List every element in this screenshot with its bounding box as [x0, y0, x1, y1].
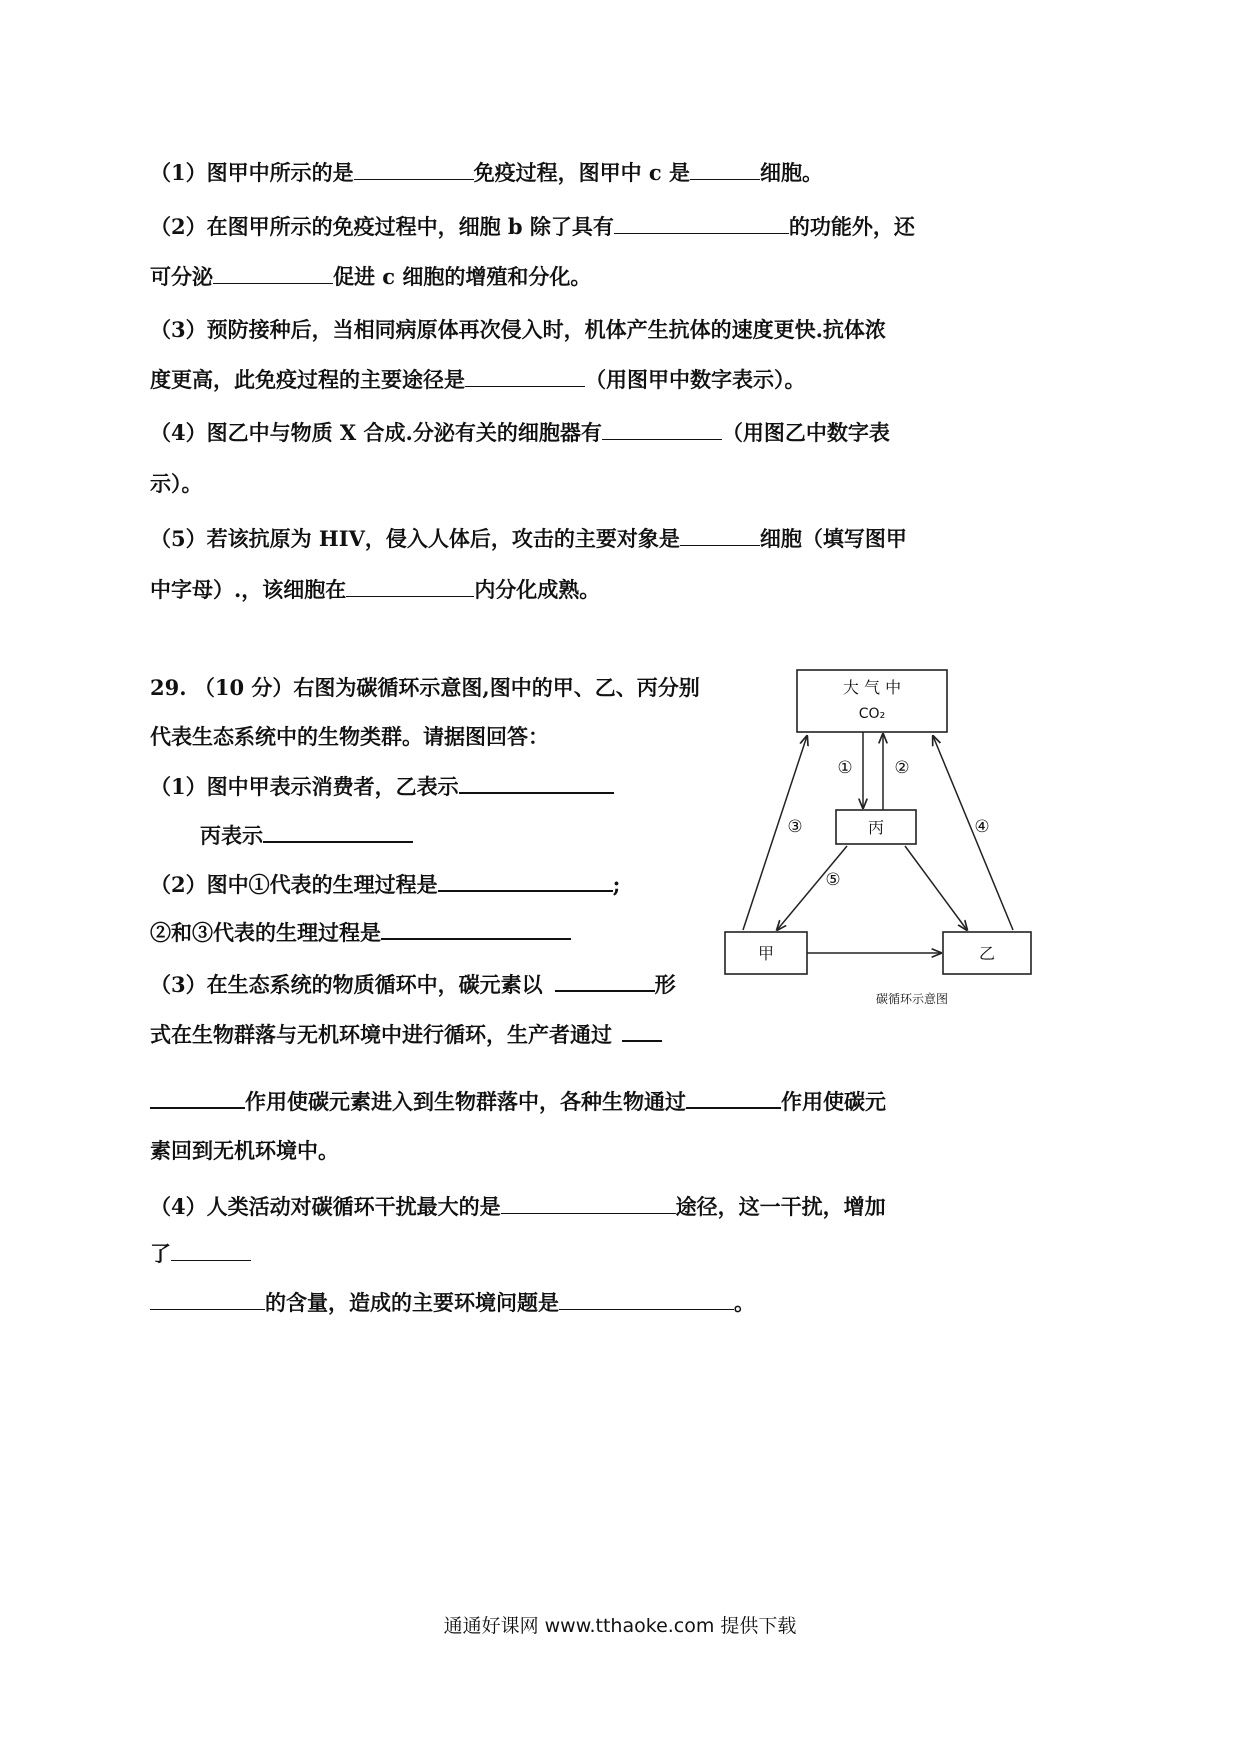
q29-p2c: ②和③代表的生理过程是 [150, 920, 381, 945]
q29-p2a: （2）图中①代表的生理过程是 [150, 872, 438, 897]
q29-p4d: 的含量，造成的主要环境问题是 [265, 1290, 559, 1315]
answer-blank[interactable] [465, 366, 585, 387]
q28-p1a: （1）图甲中所示的是 [150, 160, 354, 185]
answer-blank[interactable] [622, 1020, 662, 1042]
answer-blank[interactable] [171, 1240, 251, 1261]
q28-p4b: （用图乙中数字表 [721, 420, 890, 445]
q29-line-2 [200, 821, 413, 851]
q29-intro-2 [150, 722, 549, 752]
q28-line-5 [150, 365, 806, 395]
q28-p4c: 示）。 [150, 471, 203, 496]
answer-blank[interactable] [555, 970, 655, 992]
q29-line-3 [150, 870, 620, 900]
answer-blank[interactable] [213, 263, 333, 284]
q29-p3d: 作用使碳元素进入到生物群落中，各种生物通过 [245, 1089, 686, 1114]
answer-blank[interactable] [690, 159, 760, 180]
answer-blank[interactable] [438, 870, 613, 892]
carbon-cycle-diagram [715, 660, 1045, 1010]
q28-p3a: （3）预防接种后，当相同病原体再次侵入时，机体产生抗体的速度更快.抗体浓 [150, 317, 886, 342]
q29-line-11 [150, 1288, 755, 1318]
q29-line-9 [150, 1192, 886, 1222]
q28-p3c: （用图甲中数字表示）。 [585, 367, 806, 392]
q29-intro1: 29. （10 分）右图为碳循环示意图,图中的甲、乙、丙分别 [150, 675, 700, 700]
q29-line-6 [150, 1020, 662, 1050]
diagram-caption: 碳循环示意图 [875, 992, 949, 1006]
q28-p2a: （2）在图甲所示的免疫过程中，细胞 b 除了具有 [150, 214, 614, 239]
q28-p4a: （4）图乙中与物质 X 合成.分泌有关的细胞器有 [150, 420, 602, 445]
arrow-1-label: ① [837, 758, 853, 778]
arrow-3-label: ③ [787, 817, 803, 837]
q29-line-1 [150, 772, 614, 802]
answer-blank[interactable] [614, 213, 789, 234]
q29-p3e: 作用使碳元 [781, 1089, 886, 1114]
answer-blank[interactable] [263, 821, 413, 843]
q28-p5d: 内分化成熟。 [474, 577, 601, 602]
yi-label: 乙 [978, 944, 996, 963]
q29-p4c: 了 [150, 1241, 171, 1266]
q29-p3a: （3）在生态系统的物质循环中，碳元素以 [150, 972, 543, 997]
answer-blank[interactable] [354, 159, 474, 180]
q29-intro-1 [150, 673, 700, 703]
answer-blank[interactable] [602, 419, 722, 440]
q28-p2b: 的功能外，还 [788, 214, 915, 239]
jia-label: 甲 [757, 944, 775, 963]
q28-p2c: 可分泌 [150, 264, 213, 289]
q28-line-3 [150, 262, 591, 292]
q28-line-7 [150, 469, 203, 499]
q29-p1b: 丙表示 [200, 823, 263, 848]
q29-p1a: （1）图中甲表示消费者，乙表示 [150, 774, 459, 799]
q29-line-8 [150, 1136, 339, 1166]
q29-p3f: 素回到无机环境中。 [150, 1138, 339, 1163]
answer-blank[interactable] [346, 576, 474, 597]
q29-line-4 [150, 918, 571, 948]
page-footer: 通通好课网 www.tthaoke.com 提供下载 [443, 1615, 797, 1637]
q29-p3c: 式在生物群落与无机环境中进行循环，生产者通过 [150, 1022, 612, 1047]
q28-line-8 [150, 524, 907, 554]
arrow-bing-to-yi [905, 846, 967, 930]
q29-p2b: ; [612, 872, 621, 897]
co2-label: CO₂ [858, 706, 886, 722]
q29-intro2: 代表生态系统中的生物类群。请据图回答： [150, 724, 549, 749]
q28-p5c: 中字母）.，该细胞在 [150, 577, 347, 602]
q28-p3b: 度更高，此免疫过程的主要途径是 [150, 367, 465, 392]
q28-line-4 [150, 315, 886, 345]
atmosphere-label: 大 气 中 [842, 678, 902, 697]
q28-p2d: 促进 c 细胞的增殖和分化。 [333, 264, 592, 289]
answer-blank[interactable] [459, 772, 614, 794]
bing-label: 丙 [867, 818, 885, 837]
arrow-4-label: ④ [974, 817, 990, 837]
q28-p5a: （5）若该抗原为 HIV，侵入人体后，攻击的主要对象是 [150, 526, 680, 551]
arrow-5-label: ⑤ [825, 870, 841, 890]
q29-line-7 [150, 1087, 886, 1117]
q29-p3b: 形 [654, 972, 676, 997]
q28-line-2 [150, 212, 915, 242]
answer-blank[interactable] [680, 525, 760, 546]
answer-blank[interactable] [150, 1289, 265, 1310]
answer-blank[interactable] [559, 1289, 734, 1310]
answer-blank[interactable] [381, 918, 571, 940]
q28-p1b: 免疫过程，图甲中 c 是 [473, 160, 691, 185]
q29-p4a: （4）人类活动对碳循环干扰最大的是 [150, 1194, 501, 1219]
q29-line-10 [150, 1239, 251, 1269]
answer-blank[interactable] [150, 1087, 245, 1109]
q28-p1c: 细胞。 [760, 160, 824, 185]
answer-blank[interactable] [501, 1193, 676, 1214]
arrow-2-label: ② [894, 758, 910, 778]
q28-p5b: 细胞（填写图甲 [759, 526, 907, 551]
q28-line-6 [150, 418, 890, 448]
q28-line-1 [150, 158, 823, 188]
q28-line-9 [150, 575, 600, 605]
answer-blank[interactable] [686, 1087, 781, 1109]
q29-p4e: 。 [734, 1290, 755, 1315]
q29-line-5 [150, 970, 676, 1000]
q29-p4b: 途径，这一干扰，增加 [675, 1194, 886, 1219]
